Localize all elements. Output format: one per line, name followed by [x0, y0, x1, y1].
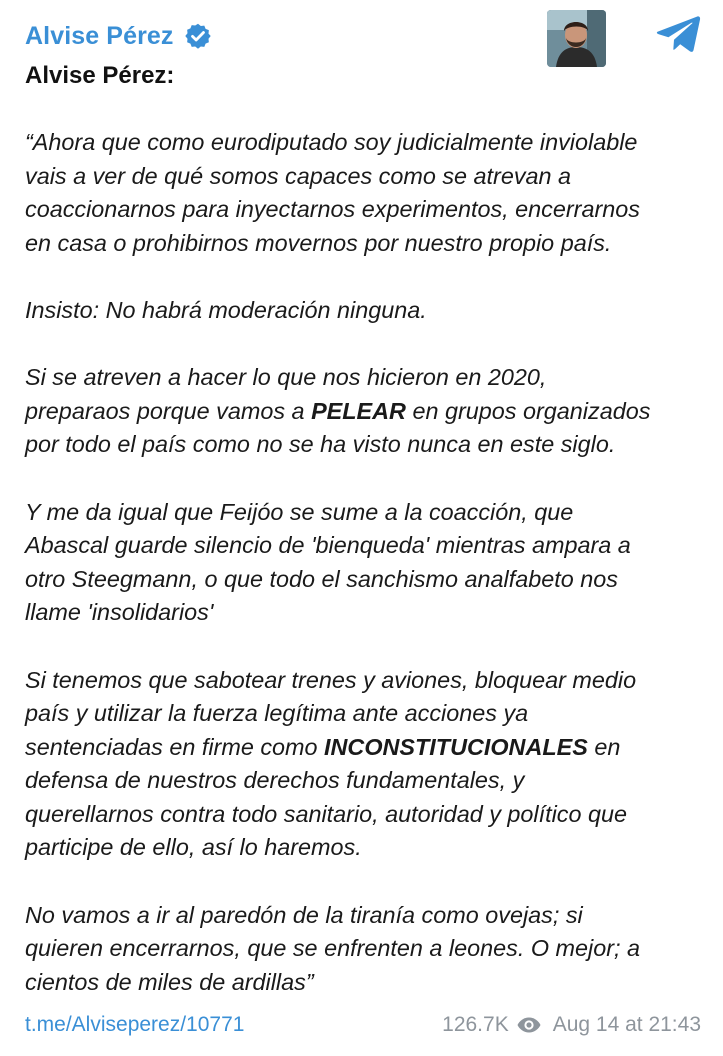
text-line: Si se atreven a hacer lo que nos hicieron en 2020,	[25, 364, 547, 391]
post-body	[25, 126, 705, 999]
text-line: coaccionarnos para inyectarnos experimentos, encerrarnos	[25, 196, 640, 223]
text-line: Abascal guarde silencio de 'bienqueda' mientras ampara a	[25, 532, 631, 559]
eye-icon	[517, 1017, 541, 1033]
text-line: cientos de miles de ardillas”	[25, 968, 314, 995]
text-line: “Ahora que como eurodiputado soy judicialmente inviolable	[25, 129, 638, 155]
bold-text: PELEAR	[311, 397, 406, 424]
telegram-icon[interactable]	[655, 14, 701, 54]
paragraph-1	[25, 126, 705, 260]
text-line: Si tenemos que sabotear trenes y aviones, bloquear medio	[25, 666, 637, 693]
paragraph-4	[25, 496, 705, 630]
text-line: en	[587, 733, 621, 760]
text-line: Insisto: No habrá moderación ninguna.	[25, 296, 427, 323]
text-line: quieren encerrarnos, que se enfrenten a leones. O mejor; a	[25, 935, 641, 962]
paragraph-3	[25, 361, 705, 462]
text-line: preparaos porque vamos a	[25, 397, 312, 424]
text-line: país y utilizar la fuerza legítima ante acciones ya	[25, 700, 529, 727]
text-line: llame 'insolidarios'	[25, 599, 214, 626]
text-line: defensa de nuestros derechos fundamentales, y	[25, 767, 525, 794]
paragraph-6	[25, 899, 705, 1000]
text-line: otro Steegmann, o que todo el sanchismo analfabeto nos	[25, 565, 618, 592]
text-line: querellarnos contra todo sanitario, autoridad y político que	[25, 800, 628, 827]
verified-badge-icon	[184, 22, 212, 50]
channel-name[interactable]: Alvise Pérez	[25, 21, 174, 50]
text-line: vais a ver de qué somos capaces como se atrevan a	[25, 162, 572, 189]
post-meta	[442, 1013, 701, 1037]
post-header	[25, 18, 212, 54]
text-line: en casa o prohibirnos movernos por nuestro propio país.	[25, 229, 612, 256]
post-footer	[25, 1010, 701, 1040]
post-link[interactable]: t.me/Alviseperez/10771	[25, 1013, 245, 1036]
text-line: sentenciadas en firme como	[25, 733, 325, 760]
paragraph-2	[25, 294, 705, 328]
text-line: Y me da igual que Feijóo se sume a la coacción, que	[25, 498, 574, 525]
bold-text: INCONSTITUCIONALES	[324, 733, 588, 760]
view-count: 126.7K	[442, 1013, 509, 1036]
post-timestamp: Aug 14 at 21:43	[552, 1013, 701, 1036]
text-line: No vamos a ir al paredón de la tiranía como ovejas; si	[25, 901, 583, 928]
text-line: en grupos organizados	[405, 397, 651, 424]
text-line: participe de ello, así lo haremos.	[25, 834, 362, 861]
text-line: por todo el país como no se ha visto nunca en este siglo.	[25, 431, 616, 458]
avatar[interactable]	[547, 10, 606, 67]
paragraph-5	[25, 664, 705, 866]
post-author: Alvise Pérez:	[25, 62, 175, 89]
